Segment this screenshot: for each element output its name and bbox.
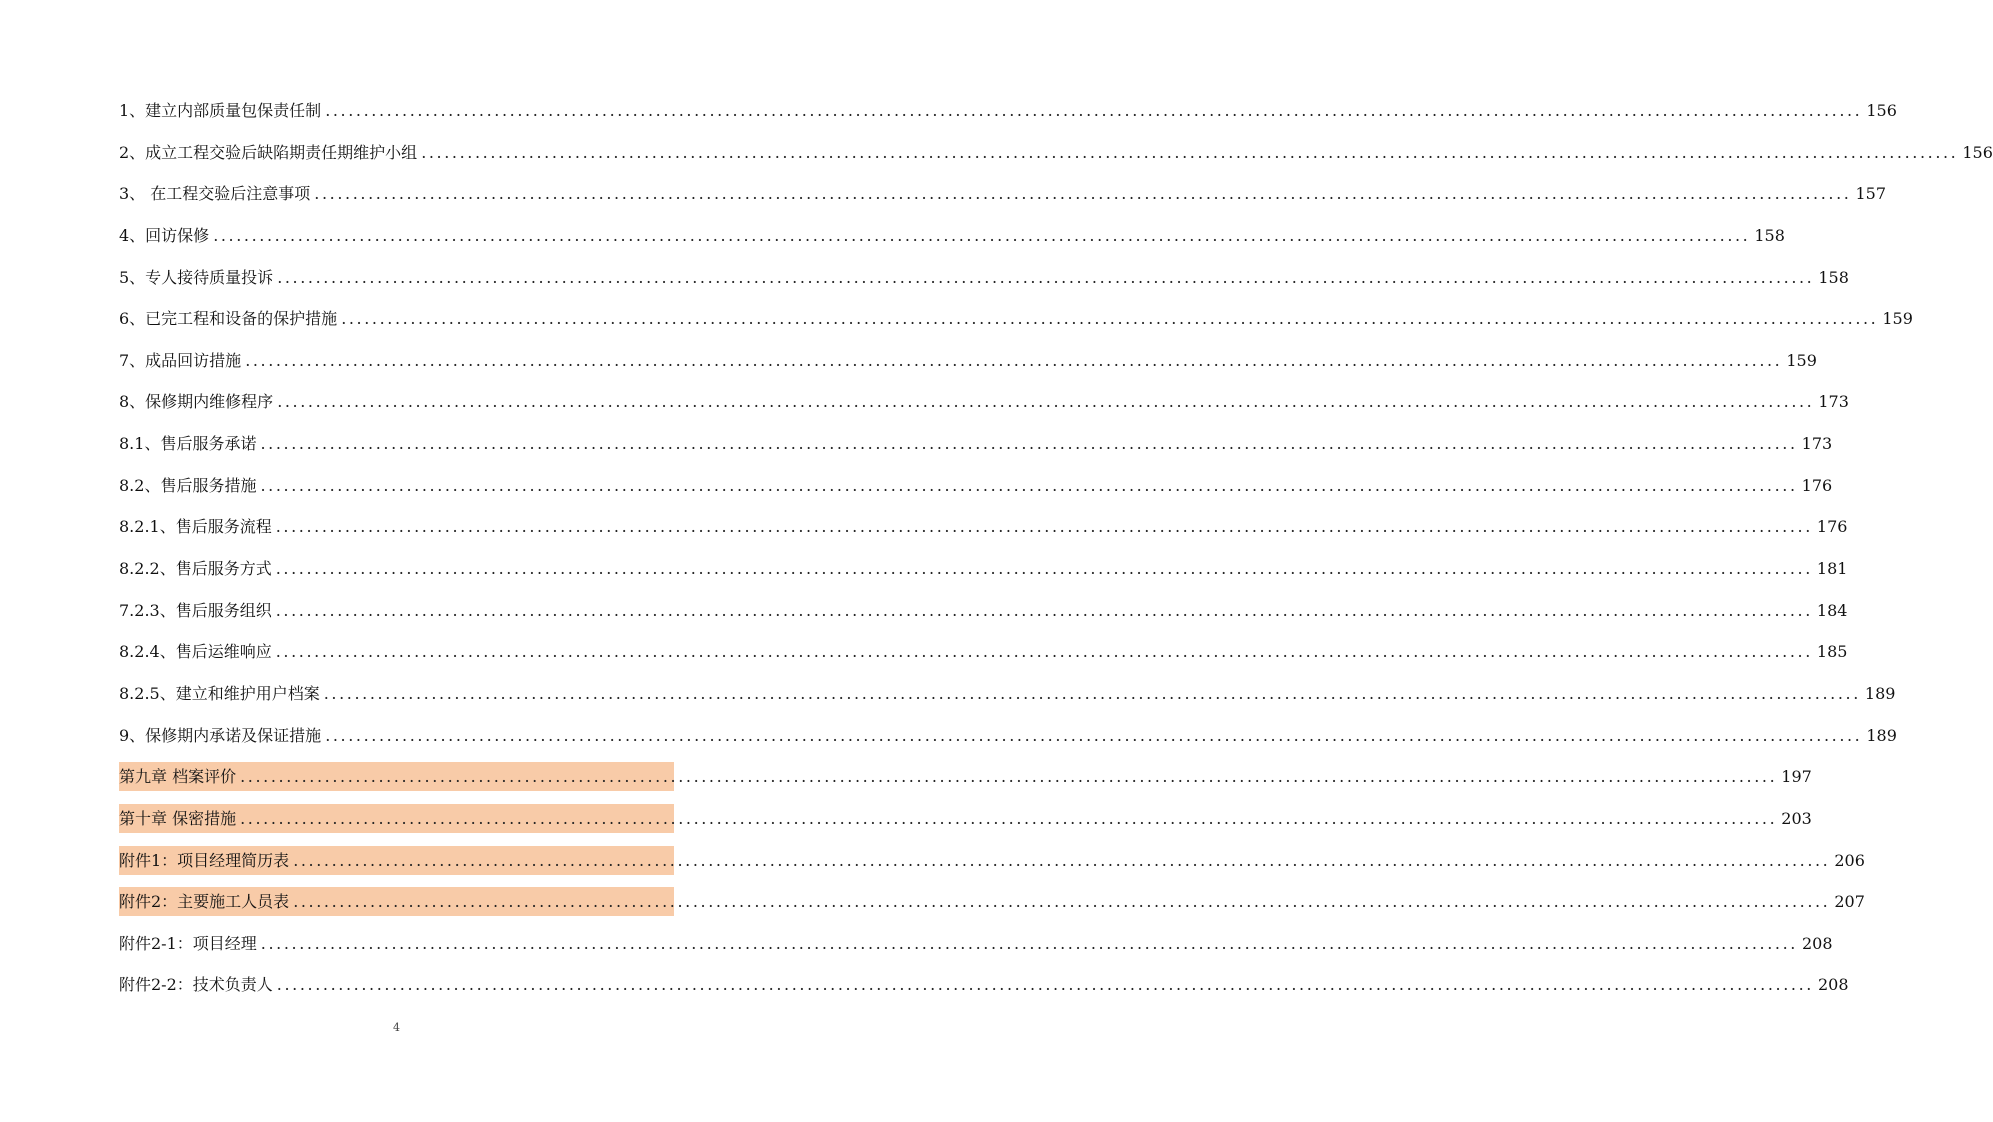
toc-entry[interactable] bbox=[119, 429, 1833, 458]
toc-dot-leader: ........................................................................................................................................................................................................ bbox=[276, 975, 1814, 995]
toc-dot-leader: ........................................................................................................................................................................................................ bbox=[275, 642, 1813, 662]
toc-entry-title: 第十章 保密措施 bbox=[119, 808, 237, 828]
toc-entry[interactable] bbox=[119, 679, 1896, 708]
toc-dot-leader: ........................................................................................................................................................................................................ bbox=[293, 892, 1831, 912]
toc-dot-leader: ........................................................................................................................................................................................................ bbox=[421, 142, 1959, 162]
toc-entry-page: 173 bbox=[1818, 392, 1849, 412]
toc-entry-title: 8.2.1、售后服务流程 bbox=[119, 517, 272, 537]
toc-entry[interactable] bbox=[119, 721, 1897, 750]
toc-entry[interactable] bbox=[119, 179, 1887, 208]
toc-entry[interactable] bbox=[119, 263, 1849, 292]
toc-entry-title: 1、建立内部质量包保责任制 bbox=[119, 101, 322, 120]
toc-entry-page: 208 bbox=[1817, 975, 1849, 995]
toc-entry[interactable] bbox=[119, 846, 1865, 875]
toc-entry[interactable] bbox=[119, 762, 1812, 791]
toc-entry[interactable] bbox=[119, 554, 1848, 583]
toc-entry[interactable] bbox=[119, 138, 1993, 167]
toc-dot-leader: ........................................................................................................................................................................................................ bbox=[240, 808, 1778, 828]
toc-entry-title: 8.1、售后服务承诺 bbox=[119, 434, 257, 454]
toc-entry-title: 8.2.2、售后服务方式 bbox=[119, 559, 272, 579]
toc-entry-title: 8.2.5、建立和维护用户档案 bbox=[119, 683, 320, 703]
toc-entry-page: 159 bbox=[1786, 350, 1817, 370]
toc-entry[interactable] bbox=[119, 512, 1848, 541]
toc-dot-leader: ........................................................................................................................................................................................................ bbox=[277, 267, 1815, 287]
toc-dot-leader: ........................................................................................................................................................................................................ bbox=[260, 434, 1798, 454]
toc-dot-leader: ........................................................................................................................................................................................................ bbox=[260, 933, 1798, 953]
toc-entry-page: 184 bbox=[1816, 600, 1848, 620]
toc-entry[interactable] bbox=[119, 804, 1812, 833]
toc-entry-page: 173 bbox=[1801, 434, 1833, 454]
toc-dot-leader: ........................................................................................................................................................................................................ bbox=[240, 767, 1778, 787]
toc-dot-leader: ........................................................................................................................................................................................................ bbox=[277, 392, 1815, 412]
toc-entry-title: 4、回访保修 bbox=[119, 225, 210, 245]
toc-entry-title: 8、保修期内维修程序 bbox=[119, 392, 274, 412]
toc-entry-title: 3、 在工程交验后注意事项 bbox=[119, 184, 311, 204]
toc-dot-leader: ........................................................................................................................................................................................................ bbox=[275, 517, 1813, 537]
toc-dot-leader: ........................................................................................................................................................................................................ bbox=[245, 350, 1783, 370]
toc-entry-page: 197 bbox=[1781, 767, 1812, 787]
toc-dot-leader: ........................................................................................................................................................................................................ bbox=[323, 683, 1861, 703]
toc-dot-leader: ........................................................................................................................................................................................................ bbox=[293, 850, 1831, 870]
toc-entry[interactable] bbox=[119, 471, 1833, 500]
toc-dot-leader: ........................................................................................................................................................................................................ bbox=[341, 309, 1879, 329]
toc-entry-title: 附件2-1：项目经理 bbox=[119, 933, 257, 953]
toc-entry-page: 206 bbox=[1834, 850, 1865, 870]
toc-entry-title: 附件2-2：技术负责人 bbox=[119, 975, 273, 995]
toc-entry-page: 189 bbox=[1866, 725, 1897, 745]
toc-entry[interactable] bbox=[119, 96, 1897, 125]
toc-dot-leader: ........................................................................................................................................................................................................ bbox=[325, 725, 1863, 745]
toc-entry-page: 156 bbox=[1866, 101, 1897, 120]
toc-entry-page: 203 bbox=[1781, 808, 1812, 828]
toc-entry-title: 2、成立工程交验后缺陷期责任期维护小组 bbox=[119, 142, 418, 162]
toc-entry-title: 7.2.3、售后服务组织 bbox=[119, 600, 272, 620]
toc-dot-leader: ........................................................................................................................................................................................................ bbox=[325, 101, 1863, 120]
table-of-contents bbox=[119, 96, 1993, 1012]
toc-entry[interactable] bbox=[119, 887, 1865, 916]
toc-entry-title: 附件2：主要施工人员表 bbox=[119, 892, 290, 912]
toc-entry-page: 181 bbox=[1816, 559, 1848, 579]
toc-entry-title: 6、已完工程和设备的保护措施 bbox=[119, 309, 338, 329]
toc-dot-leader: ........................................................................................................................................................................................................ bbox=[213, 225, 1751, 245]
toc-entry-title: 5、专人接待质量投诉 bbox=[119, 267, 274, 287]
toc-entry-page: 176 bbox=[1816, 517, 1848, 537]
toc-entry-page: 189 bbox=[1864, 683, 1896, 703]
toc-entry-title: 7、成品回访措施 bbox=[119, 350, 242, 370]
toc-entry[interactable] bbox=[119, 929, 1833, 958]
toc-dot-leader: ........................................................................................................................................................................................................ bbox=[260, 475, 1798, 495]
toc-entry-page: 159 bbox=[1882, 309, 1913, 329]
toc-entry[interactable] bbox=[119, 304, 1913, 333]
toc-entry[interactable] bbox=[119, 637, 1848, 666]
toc-dot-leader: ........................................................................................................................................................................................................ bbox=[314, 184, 1852, 204]
toc-entry-page: 158 bbox=[1818, 267, 1849, 287]
toc-entry-page: 176 bbox=[1801, 475, 1833, 495]
toc-entry[interactable] bbox=[119, 596, 1848, 625]
toc-dot-leader: ........................................................................................................................................................................................................ bbox=[275, 600, 1813, 620]
toc-entry-page: 207 bbox=[1834, 892, 1865, 912]
toc-entry[interactable] bbox=[119, 970, 1849, 999]
toc-entry-page: 185 bbox=[1816, 642, 1848, 662]
toc-entry-page: 208 bbox=[1801, 933, 1833, 953]
toc-entry-title: 9、保修期内承诺及保证措施 bbox=[119, 725, 322, 745]
toc-entry[interactable] bbox=[119, 387, 1849, 416]
toc-entry[interactable] bbox=[119, 346, 1817, 375]
toc-entry-page: 156 bbox=[1962, 142, 1993, 162]
toc-dot-leader: ........................................................................................................................................................................................................ bbox=[275, 559, 1813, 579]
toc-entry-page: 157 bbox=[1855, 184, 1887, 204]
page-number: 4 bbox=[393, 1021, 400, 1034]
toc-entry-title: 第九章 档案评价 bbox=[119, 767, 237, 787]
toc-entry-title: 8.2.4、售后运维响应 bbox=[119, 642, 272, 662]
toc-entry-title: 8.2、售后服务措施 bbox=[119, 475, 257, 495]
toc-entry-page: 158 bbox=[1754, 225, 1785, 245]
toc-entry[interactable] bbox=[119, 221, 1785, 250]
toc-entry-title: 附件1：项目经理简历表 bbox=[119, 850, 290, 870]
